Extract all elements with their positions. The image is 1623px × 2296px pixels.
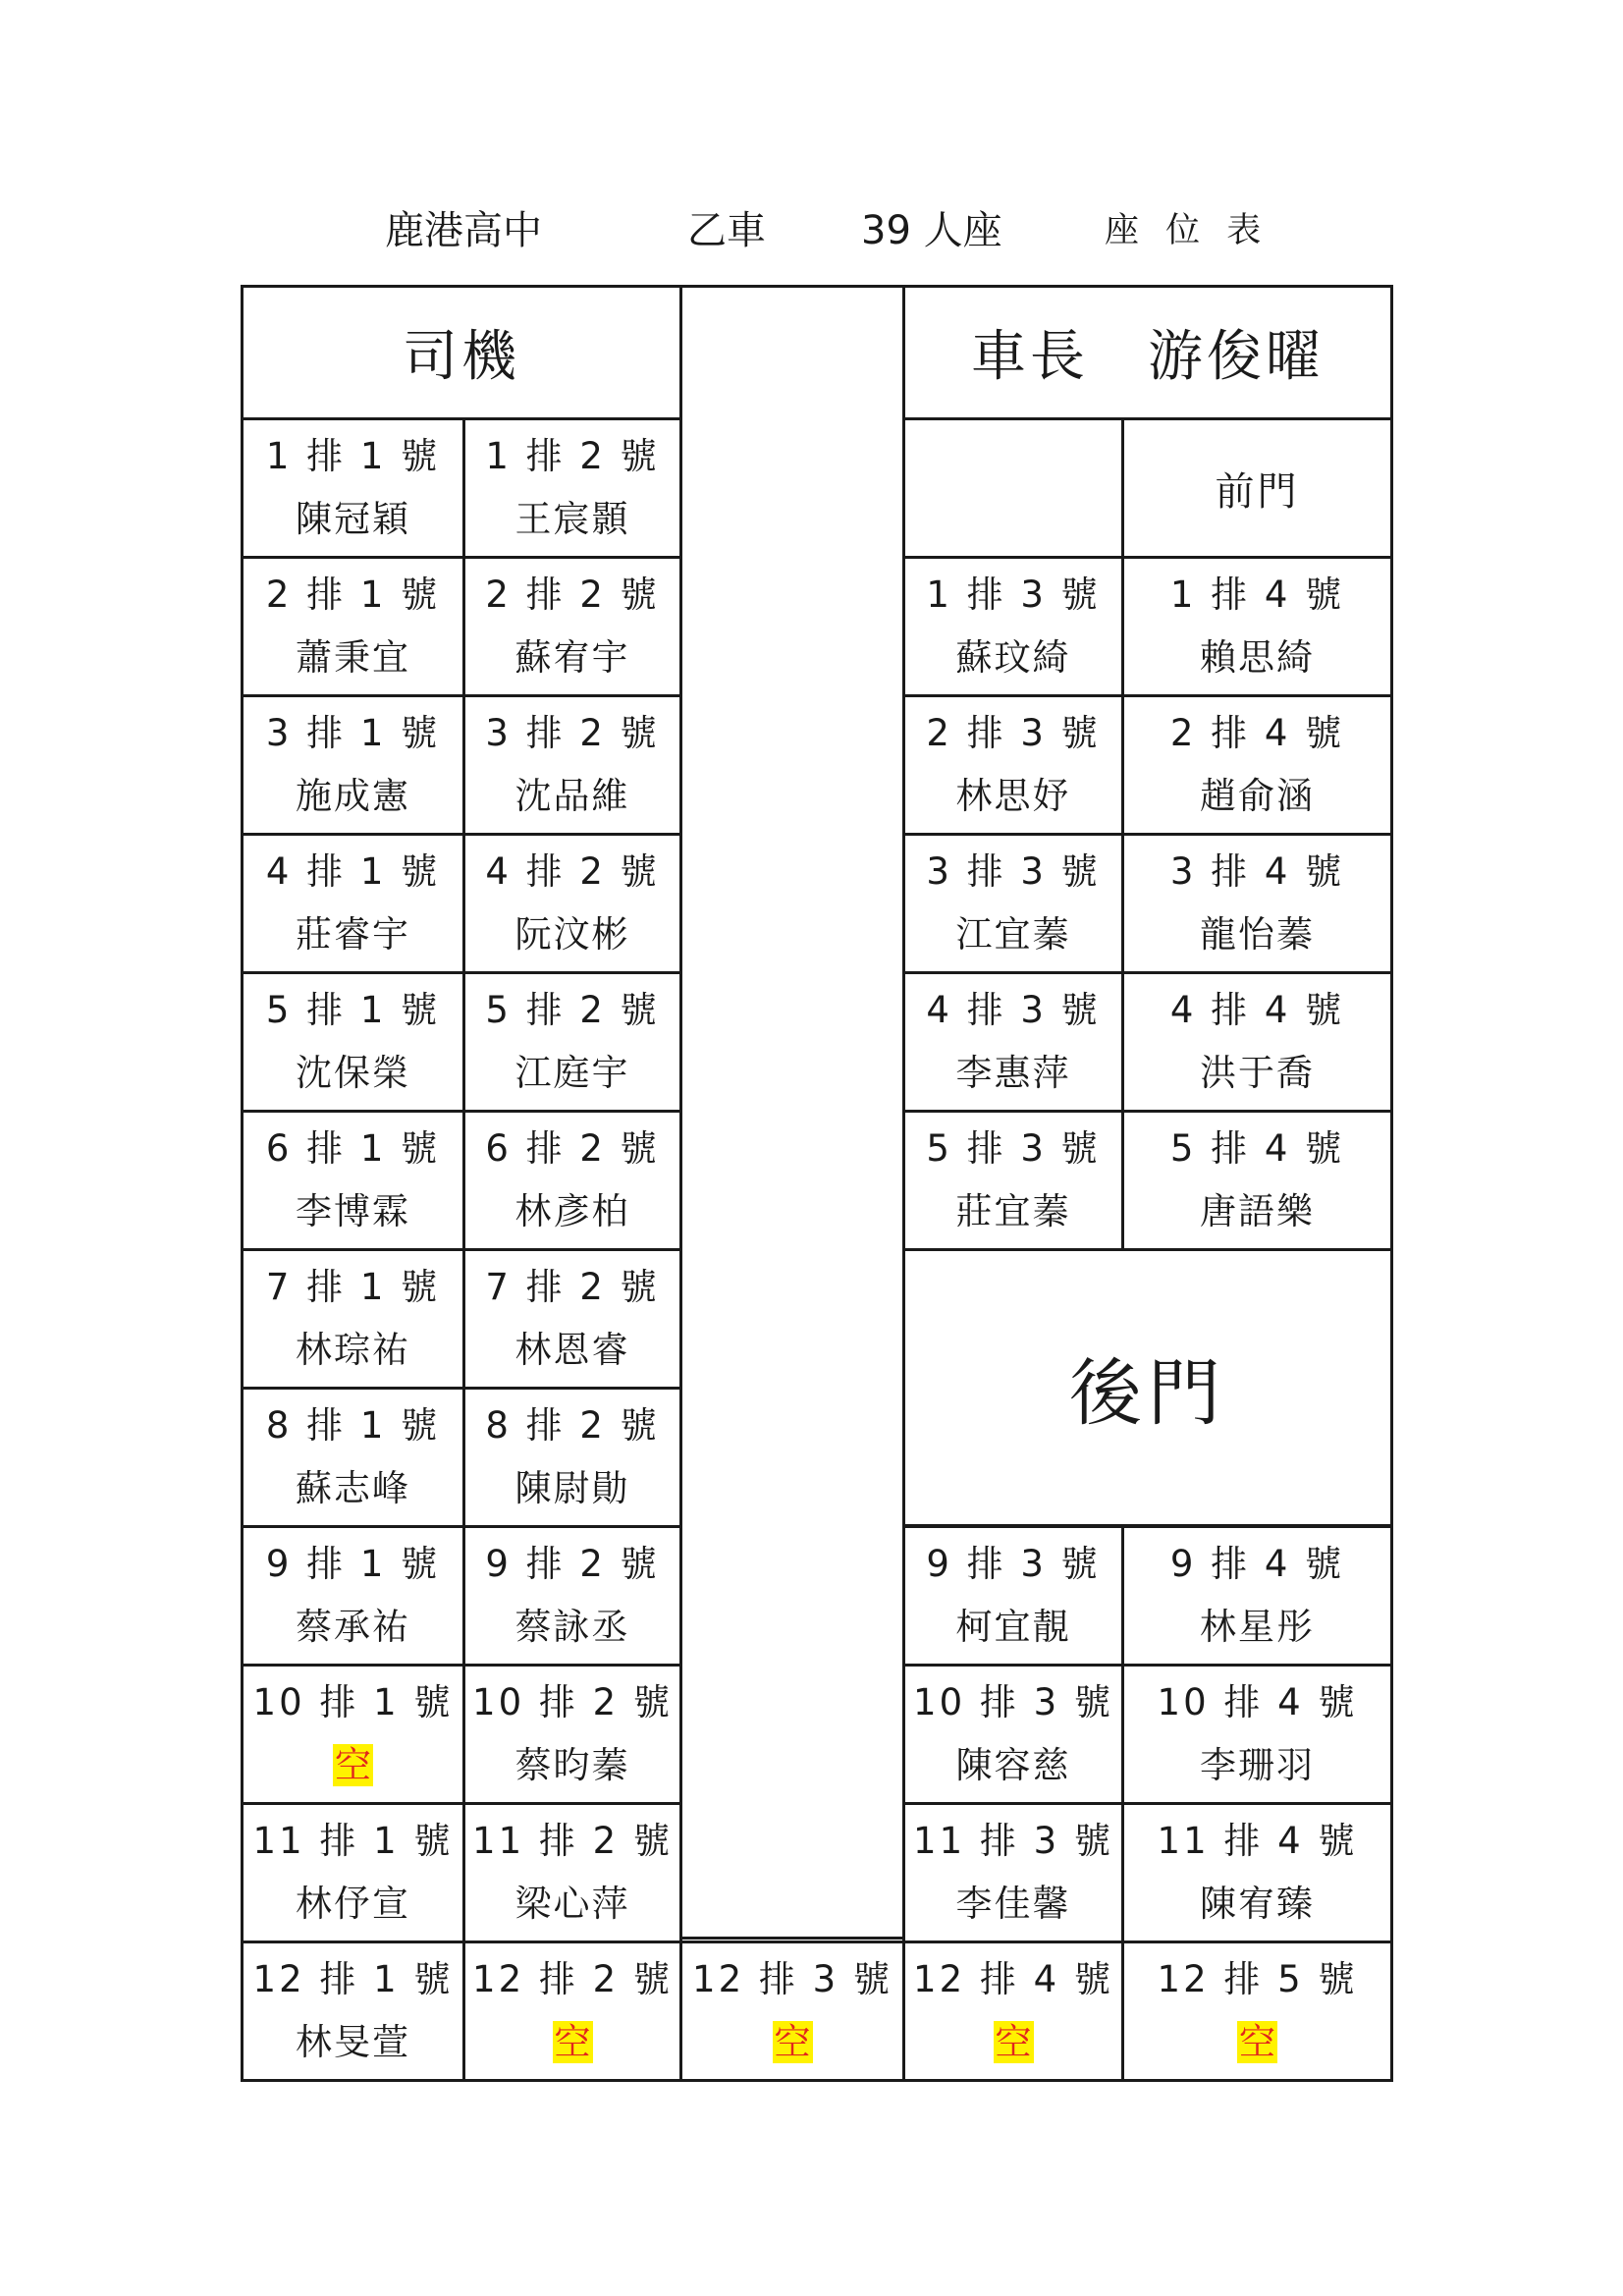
seat-cell	[241, 833, 465, 974]
seat-cell	[462, 556, 682, 697]
seat-number: 3 排 1 號	[265, 712, 441, 754]
seat-number: 11 排 4 號	[1157, 1820, 1358, 1862]
seat-cell	[902, 971, 1124, 1113]
blank-cell	[902, 417, 1124, 560]
front-door-cell	[1121, 417, 1393, 560]
passenger-name: 陳冠穎	[296, 498, 410, 540]
seat-cell	[679, 1941, 905, 2082]
passenger-name: 李佳馨	[955, 1883, 1071, 1925]
seat-cell	[241, 1525, 465, 1667]
empty-seat-marker: 空	[774, 2021, 811, 2063]
seat-cell	[1121, 694, 1393, 836]
seat-number: 5 排 3 號	[926, 1127, 1101, 1170]
seat-cell	[462, 1802, 682, 1943]
seat-cell	[462, 833, 682, 974]
passenger-name: 林恩睿	[514, 1329, 630, 1371]
seat-number: 7 排 2 號	[485, 1266, 660, 1308]
bus-capacity: 39 人座	[861, 208, 1002, 253]
passenger-name: 李博霖	[296, 1190, 410, 1232]
seat-cell	[241, 694, 465, 836]
seat-cell	[241, 1802, 465, 1943]
seat-cell	[241, 971, 465, 1113]
seat-number: 12 排 3 號	[692, 1958, 893, 2000]
passenger-name: 蘇宥宇	[514, 636, 630, 679]
seat-number: 12 排 1 號	[252, 1958, 454, 2000]
passenger-name: 沈保榮	[296, 1052, 410, 1094]
seat-cell	[241, 1248, 465, 1390]
seat-number: 12 排 4 號	[913, 1958, 1113, 2000]
back-door-label: 後門	[1069, 1350, 1226, 1436]
passenger-name: 蘇志峰	[296, 1467, 410, 1509]
seat-cell	[462, 1941, 682, 2082]
passenger-name: 江庭宇	[514, 1052, 630, 1094]
seat-cell	[902, 833, 1124, 974]
bus-name: 乙車	[687, 208, 766, 253]
passenger-name: 莊宜蓁	[955, 1190, 1071, 1232]
passenger-name: 王宸顥	[514, 498, 630, 540]
passenger-name: 林旻萱	[296, 2021, 410, 2063]
passenger-name: 梁心萍	[514, 1883, 630, 1925]
seat-number: 1 排 1 號	[265, 435, 441, 477]
passenger-name: 林伃宣	[296, 1883, 410, 1925]
empty-seat-marker: 空	[335, 1744, 371, 1786]
seat-cell	[462, 971, 682, 1113]
seat-number: 10 排 3 號	[913, 1681, 1113, 1723]
seat-cell	[241, 1664, 465, 1805]
seat-number: 1 排 3 號	[926, 574, 1101, 616]
seat-number: 12 排 2 號	[472, 1958, 673, 2000]
seat-number: 3 排 4 號	[1169, 850, 1345, 893]
seat-cell	[241, 1941, 465, 2082]
empty-seat-marker: 空	[1239, 2021, 1275, 2063]
seat-cell	[1121, 556, 1393, 697]
passenger-name: 林琮祐	[296, 1329, 410, 1371]
leader-cell	[902, 285, 1393, 420]
seat-number: 5 排 1 號	[265, 989, 441, 1031]
empty-seat-marker: 空	[554, 2021, 591, 2063]
leader-name: 游俊曜	[1148, 325, 1325, 389]
seat-cell	[462, 417, 682, 559]
passenger-name: 蔡詠丞	[514, 1606, 630, 1648]
passenger-name: 林星彤	[1200, 1606, 1315, 1648]
passenger-name: 趙俞涵	[1200, 775, 1315, 817]
passenger-name: 柯宜靚	[955, 1606, 1071, 1648]
seat-number: 4 排 3 號	[926, 989, 1101, 1031]
seat-number: 9 排 1 號	[265, 1543, 441, 1585]
seat-number: 4 排 2 號	[485, 850, 660, 893]
passenger-name: 江宜蓁	[955, 913, 1071, 956]
seat-number: 4 排 1 號	[265, 850, 441, 893]
seat-number: 2 排 2 號	[485, 574, 660, 616]
seat-number: 6 排 1 號	[265, 1127, 441, 1170]
passenger-name: 莊睿宇	[296, 913, 410, 956]
passenger-name: 蘇玟綺	[955, 636, 1071, 679]
seat-cell	[902, 556, 1124, 697]
passenger-name: 蔡承祐	[296, 1606, 410, 1648]
seat-number: 3 排 3 號	[926, 850, 1101, 893]
seat-cell	[1121, 1802, 1393, 1943]
seat-cell	[241, 1110, 465, 1251]
seat-cell	[462, 1248, 682, 1390]
seat-number: 9 排 3 號	[926, 1543, 1101, 1585]
seat-number: 7 排 1 號	[265, 1266, 441, 1308]
passenger-name: 龍怡蓁	[1200, 913, 1315, 956]
seat-number: 10 排 1 號	[252, 1681, 454, 1723]
seat-number: 11 排 2 號	[472, 1820, 673, 1862]
seat-cell	[1121, 833, 1393, 974]
seat-cell	[902, 1664, 1124, 1805]
seat-number: 11 排 1 號	[252, 1820, 454, 1862]
driver-cell	[241, 285, 682, 420]
seat-cell	[1121, 971, 1393, 1113]
seat-cell	[1121, 1525, 1393, 1667]
seat-number: 12 排 5 號	[1157, 1958, 1358, 2000]
seat-cell	[241, 556, 465, 697]
seat-cell	[241, 1387, 465, 1528]
seat-number: 1 排 2 號	[485, 435, 660, 477]
seat-number: 8 排 1 號	[265, 1404, 441, 1447]
seat-cell	[462, 1387, 682, 1528]
seat-cell	[1121, 1941, 1393, 2082]
seat-cell	[1121, 1664, 1393, 1805]
passenger-name: 賴思綺	[1200, 636, 1315, 679]
seat-cell	[902, 1941, 1124, 2082]
seat-cell	[241, 417, 465, 559]
seat-number: 11 排 3 號	[913, 1820, 1113, 1862]
seat-number: 1 排 4 號	[1169, 574, 1345, 616]
passenger-name: 陳尉勛	[514, 1467, 630, 1509]
passenger-name: 林思妤	[955, 775, 1071, 817]
seat-number: 5 排 2 號	[485, 989, 660, 1031]
seat-number: 10 排 2 號	[472, 1681, 673, 1723]
aisle	[679, 285, 905, 1940]
leader-label: 車長	[971, 325, 1089, 389]
back-door-cell	[902, 1247, 1393, 1527]
seat-number: 9 排 4 號	[1169, 1543, 1345, 1585]
seat-number: 5 排 4 號	[1169, 1127, 1345, 1170]
seat-number: 2 排 1 號	[265, 574, 441, 616]
passenger-name: 林彥柏	[514, 1190, 630, 1232]
seat-number: 8 排 2 號	[485, 1404, 660, 1447]
passenger-name: 阮汶彬	[514, 913, 630, 956]
seat-number: 6 排 2 號	[485, 1127, 660, 1170]
driver-label: 司機	[403, 325, 520, 389]
passenger-name: 李惠萍	[955, 1052, 1071, 1094]
seat-number: 9 排 2 號	[485, 1543, 660, 1585]
passenger-name: 李珊羽	[1200, 1744, 1315, 1786]
seat-number: 4 排 4 號	[1169, 989, 1345, 1031]
passenger-name: 唐語樂	[1200, 1190, 1315, 1232]
passenger-name: 陳宥臻	[1200, 1883, 1315, 1925]
seat-number: 3 排 2 號	[485, 712, 660, 754]
seat-number: 10 排 4 號	[1157, 1681, 1358, 1723]
passenger-name: 施成憲	[296, 775, 410, 817]
empty-seat-marker: 空	[995, 2021, 1032, 2063]
seat-cell	[462, 1525, 682, 1667]
passenger-name: 蕭秉宜	[296, 636, 410, 679]
passenger-name: 洪于喬	[1200, 1052, 1315, 1094]
passenger-name: 陳容慈	[955, 1744, 1071, 1786]
seat-cell	[902, 694, 1124, 836]
seat-cell	[462, 1664, 682, 1805]
front-door-label: 前門	[1215, 469, 1300, 515]
seat-cell	[902, 1525, 1124, 1667]
passenger-name: 蔡昀蓁	[514, 1744, 630, 1786]
seat-number: 2 排 3 號	[926, 712, 1101, 754]
seat-number: 2 排 4 號	[1169, 712, 1345, 754]
document-title: 座 位 表	[1105, 211, 1270, 250]
seat-cell	[462, 1110, 682, 1251]
seat-cell	[902, 1110, 1124, 1251]
seat-cell	[902, 1802, 1124, 1943]
school-name: 鹿港高中	[385, 208, 542, 253]
seat-cell	[1121, 1110, 1393, 1251]
seat-cell	[462, 694, 682, 836]
passenger-name: 沈品維	[514, 775, 630, 817]
